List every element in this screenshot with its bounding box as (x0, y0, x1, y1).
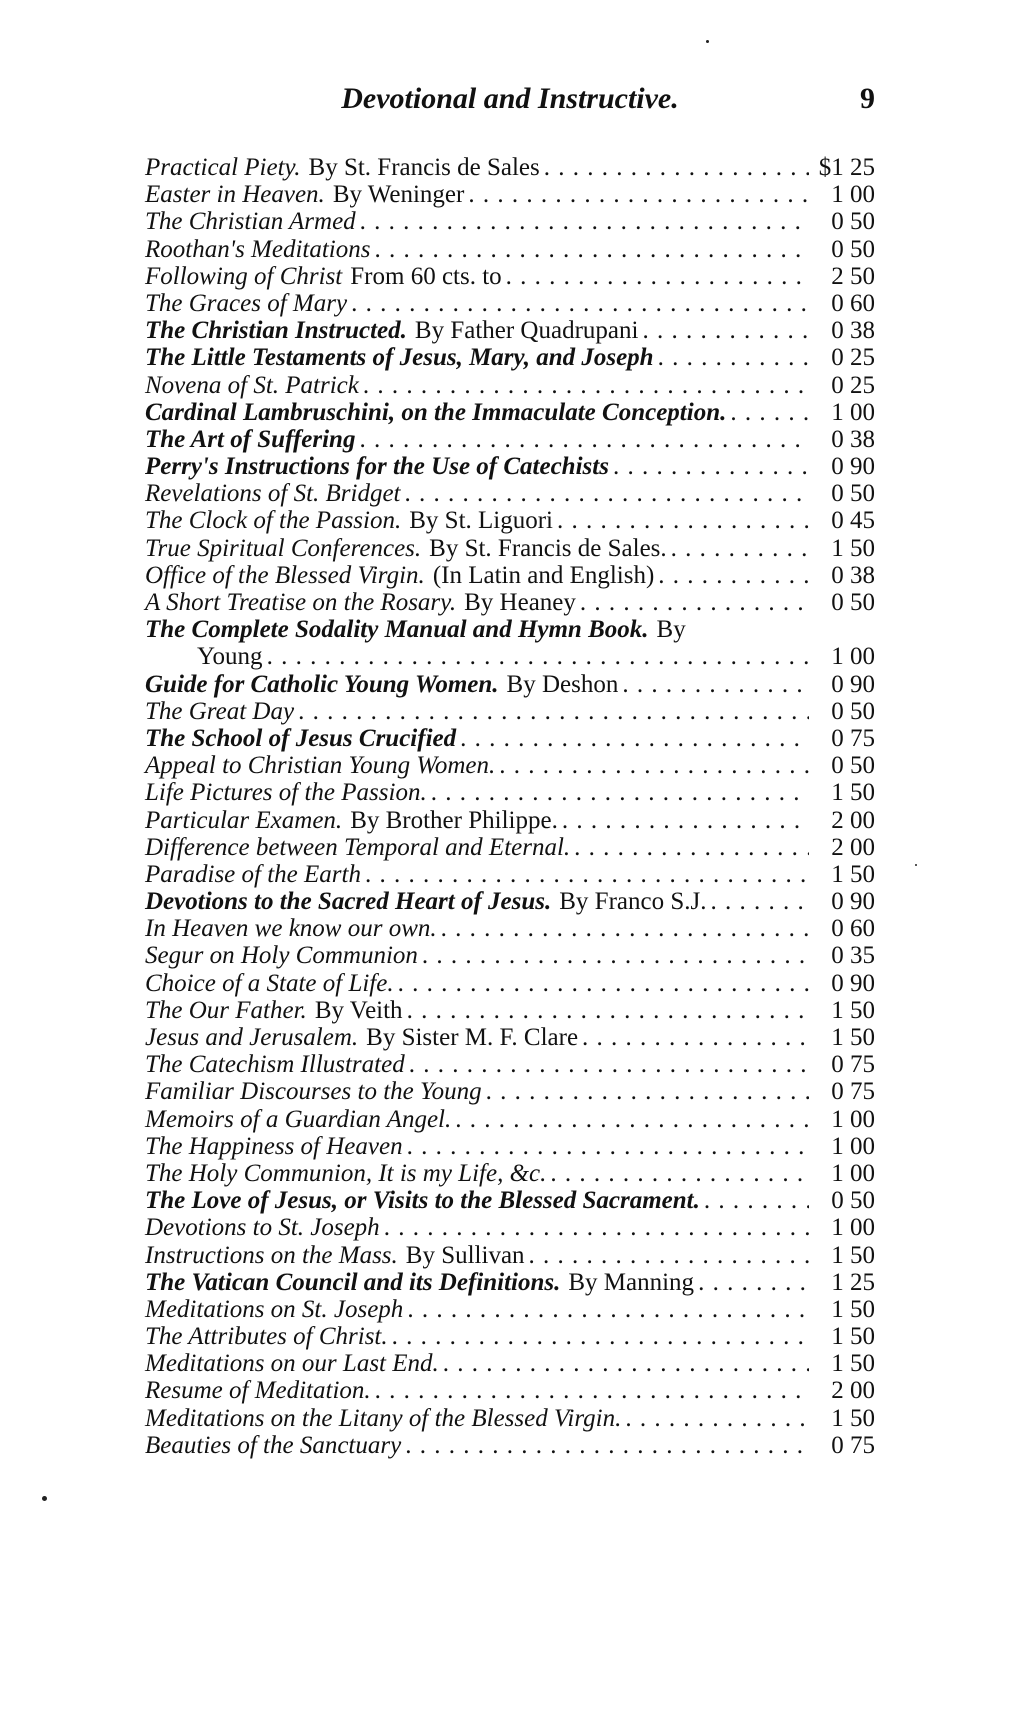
catalog-entry (145, 1024, 875, 1051)
entry-title: The Love of Jesus, or Visits to the Blessed Sacrament. (145, 1187, 700, 1215)
dot-leader (460, 725, 809, 752)
dot-leader (407, 997, 809, 1024)
entry-price: 2 00 (831, 806, 875, 834)
entry-author: From 60 cts. to (350, 262, 502, 290)
dot-leader (506, 263, 809, 290)
dot-leader (407, 1133, 809, 1160)
entry-price: 1 50 (831, 1295, 875, 1323)
entry-author: By Brother Philippe. (350, 806, 558, 834)
catalog-entry (145, 834, 875, 861)
dot-leader (298, 698, 809, 725)
catalog-entry (145, 861, 875, 888)
entry-title: Jesus and Jerusalem. (145, 1024, 359, 1052)
catalog-entry (145, 1377, 875, 1404)
print-speck (915, 864, 917, 866)
entry-price: 0 90 (831, 888, 875, 916)
dot-leader (613, 453, 809, 480)
entry-price: 1 25 (831, 1268, 875, 1296)
dot-leader (562, 807, 809, 834)
dot-leader (405, 480, 809, 507)
entry-author: By Franco S.J. (559, 888, 707, 916)
entry-title: The Great Day (145, 697, 295, 725)
entry-author: By St. Francis de Sales (308, 154, 540, 181)
catalog-entry (145, 725, 875, 752)
entry-title: Resume of Meditation. (145, 1377, 371, 1405)
dot-leader (267, 643, 809, 670)
catalog-entry (145, 236, 875, 263)
entry-price: 0 50 (831, 752, 875, 780)
entry-title: The Vatican Council and its Definitions. (145, 1268, 561, 1296)
catalog-entry (145, 1078, 875, 1105)
dot-leader (730, 399, 809, 426)
entry-author: (In Latin and English) (432, 561, 655, 589)
page-header (145, 82, 875, 132)
entry-title: Revelations of St. Bridget (145, 480, 401, 508)
entry-price: 0 50 (831, 480, 875, 508)
entry-price: 0 75 (831, 724, 875, 752)
entry-title: The Graces of Mary (145, 289, 348, 317)
entry-price: 0 25 (831, 344, 875, 372)
catalog-entry (145, 698, 875, 725)
catalog-entry (145, 1051, 875, 1078)
dot-leader (671, 535, 809, 562)
dot-leader (580, 589, 809, 616)
entry-author: By Deshon (506, 670, 619, 698)
dot-leader (455, 1106, 809, 1133)
catalog-entry (145, 779, 875, 806)
dot-leader (710, 888, 809, 915)
catalog-entry (145, 671, 875, 698)
entry-title: Paradise of the Earth (145, 860, 361, 888)
entry-price: 1 00 (831, 1159, 875, 1187)
entry-price: $1 25 (818, 154, 875, 181)
dot-leader (441, 915, 809, 942)
entry-title: True Spiritual Conferences. (145, 534, 422, 562)
entry-title: Meditations on the Litany of the Blessed Virgin. (145, 1404, 622, 1432)
entry-price: 0 50 (831, 589, 875, 616)
entry-title: Life Pictures of the Passion. (145, 779, 427, 807)
entry-price: 0 35 (831, 942, 875, 970)
catalog-entry (145, 317, 875, 344)
entry-price: 0 90 (831, 969, 875, 997)
catalog-entry (145, 344, 875, 371)
entry-price: 1 50 (831, 779, 875, 807)
dot-leader (363, 372, 809, 399)
entry-title: A Short Treatise on the Rosary. (145, 589, 457, 616)
entry-price: 1 50 (831, 1350, 875, 1378)
entry-price: 0 50 (831, 1187, 875, 1215)
entry-price: 1 50 (831, 1404, 875, 1432)
entry-title: The Catechism Illustrated (145, 1051, 405, 1079)
entry-price: 0 90 (831, 670, 875, 698)
entry-title: Devotions to St. Joseph (145, 1214, 380, 1242)
entry-author: By St. Francis de Sales. (429, 534, 667, 562)
catalog-entry (145, 480, 875, 507)
entry-price: 0 50 (831, 235, 875, 263)
entry-title: Cardinal Lambruschini, on the Immaculate Conception. (145, 398, 727, 426)
catalog-entry (145, 1296, 875, 1323)
entry-price: 1 50 (831, 534, 875, 562)
catalog-entry (145, 1405, 875, 1432)
entry-title: The Our Father. (145, 996, 307, 1024)
entry-price: 1 00 (831, 1214, 875, 1242)
dot-leader (468, 181, 809, 208)
entry-title: Choice of a State of Life. (145, 969, 394, 997)
catalog-entry (145, 154, 875, 181)
entry-price: 0 38 (831, 561, 875, 589)
dot-leader (360, 208, 809, 235)
entry-title: The Attributes of Christ. (145, 1323, 388, 1351)
dot-leader (550, 1160, 809, 1187)
dot-leader (698, 1269, 809, 1296)
catalog-entry (145, 752, 875, 779)
catalog-entry (145, 263, 875, 290)
entry-title: The Little Testaments of Jesus, Mary, and Joseph (145, 344, 654, 372)
dot-leader (529, 1242, 809, 1269)
entry-price: 0 75 (831, 1078, 875, 1106)
catalog-entry (145, 562, 875, 589)
catalog-entry (145, 181, 875, 208)
entry-title: The Holy Communion, It is my Life, &c. (145, 1159, 547, 1187)
entry-title: The Christian Instructed. (145, 317, 407, 345)
entry-price: 1 00 (831, 181, 875, 209)
entry-title: The Happiness of Heaven (145, 1132, 403, 1160)
entry-title: The Clock of the Passion. (145, 507, 402, 535)
entry-price: 1 50 (831, 1241, 875, 1269)
dot-leader (443, 1350, 809, 1377)
catalog-entry (145, 1160, 875, 1187)
dot-leader (499, 752, 809, 779)
entry-price: 2 00 (831, 833, 875, 861)
entry-title: Perry's Instructions for the Use of Catechists (145, 453, 609, 481)
entry-author: By Sullivan (405, 1241, 525, 1269)
entry-price: 1 50 (831, 1323, 875, 1351)
entry-title: Beauties of the Sanctuary (145, 1431, 402, 1459)
dot-leader (625, 1405, 809, 1432)
catalog-entry (145, 372, 875, 399)
page-number: 9 (860, 82, 875, 115)
entry-author: By Veith (314, 996, 403, 1024)
entry-author: By Father Quadrupani (414, 317, 639, 345)
entry-price: 1 00 (831, 398, 875, 426)
catalog-entry (145, 426, 875, 453)
dot-leader (384, 1214, 809, 1241)
dot-leader (365, 861, 809, 888)
entry-title: Familiar Discourses to the Young (145, 1078, 482, 1106)
dot-leader (405, 1432, 809, 1459)
entry-price: 1 50 (831, 996, 875, 1024)
entry-price: 0 50 (831, 208, 875, 236)
entry-title: Guide for Catholic Young Women. (145, 670, 499, 698)
catalog-entry (145, 1214, 875, 1241)
entry-price: 1 00 (831, 1132, 875, 1160)
entry-title: Meditations on our Last End. (145, 1350, 439, 1378)
dot-leader (658, 344, 809, 371)
entry-price: 1 00 (831, 1105, 875, 1133)
print-speck (706, 40, 709, 43)
page-title: Devotional and Instructive. (341, 82, 679, 115)
entry-author: By Manning (568, 1268, 695, 1296)
dot-leader (658, 562, 809, 589)
entry-title: Difference between Temporal and Eternal. (145, 833, 571, 861)
catalog-entry (145, 535, 875, 562)
print-speck (42, 1496, 47, 1501)
entry-title: Particular Examen. (145, 806, 343, 834)
entry-title: Following of Christ (145, 262, 343, 290)
entry-price: 0 75 (831, 1431, 875, 1459)
entry-title: Easter in Heaven. (145, 181, 325, 209)
dot-leader (359, 426, 809, 453)
entry-title: The Christian Armed (145, 208, 356, 236)
entry-author-continued: Young (197, 643, 263, 671)
entry-author: By St. Liguori (409, 507, 553, 535)
entry-title: The Art of Suffering (145, 425, 356, 453)
catalog-entry (145, 453, 875, 480)
catalog-entry (145, 1242, 875, 1269)
dot-leader (374, 236, 809, 263)
catalog-entry (145, 1269, 875, 1296)
entry-title: Segur on Holy Communion (145, 942, 418, 970)
dot-leader (392, 1323, 809, 1350)
entry-title: Practical Piety. (145, 154, 301, 181)
dot-leader (375, 1377, 809, 1404)
entry-price: 0 90 (831, 453, 875, 481)
catalog-entry (145, 1106, 875, 1133)
catalog-entry (145, 942, 875, 969)
entry-title: Roothan's Meditations (145, 235, 371, 263)
entry-author: By Heaney (464, 589, 576, 616)
catalog-entry (145, 970, 875, 997)
catalog-entry (145, 208, 875, 235)
entry-title: The Complete Sodality Manual and Hymn Book. (145, 616, 649, 644)
catalog-entry (145, 616, 875, 670)
entry-title: Novena of St. Patrick (145, 371, 359, 399)
entry-author: By Sister M. F. Clare (366, 1024, 579, 1052)
catalog-entry (145, 1350, 875, 1377)
dot-leader (398, 970, 809, 997)
entry-price: 1 50 (831, 1024, 875, 1052)
entry-price: 0 25 (831, 371, 875, 399)
catalog-entry (145, 915, 875, 942)
dot-leader (407, 1296, 809, 1323)
entry-price: 2 50 (831, 262, 875, 290)
dot-leader (582, 1024, 809, 1051)
entry-author: By (656, 616, 686, 644)
entry-price: 1 00 (831, 643, 875, 671)
entry-title: Devotions to the Sacred Heart of Jesus. (145, 888, 552, 916)
dot-leader (422, 942, 809, 969)
catalog-entry (145, 1323, 875, 1350)
entry-title: Meditations on St. Joseph (145, 1295, 404, 1323)
dot-leader (574, 834, 809, 861)
entry-title: Office of the Blessed Virgin. (145, 561, 425, 589)
dot-leader (642, 317, 809, 344)
catalog-entry (145, 807, 875, 834)
catalog-entry (145, 997, 875, 1024)
book-price-list (145, 154, 875, 1459)
entry-price: 1 50 (831, 860, 875, 888)
entry-price: 0 45 (831, 507, 875, 535)
catalog-entry (145, 1432, 875, 1459)
dot-leader (486, 1078, 809, 1105)
dot-leader (544, 154, 809, 181)
entry-price: 0 75 (831, 1051, 875, 1079)
catalog-entry (145, 507, 875, 534)
catalog-entry (145, 888, 875, 915)
dot-leader (622, 671, 809, 698)
entry-title: In Heaven we know our own. (145, 915, 437, 943)
catalog-entry (145, 1133, 875, 1160)
dot-leader (431, 779, 809, 806)
dot-leader (409, 1051, 809, 1078)
entry-title: Instructions on the Mass. (145, 1241, 398, 1269)
entry-title: Memoirs of a Guardian Angel. (145, 1105, 452, 1133)
entry-price: 2 00 (831, 1377, 875, 1405)
catalog-entry (145, 290, 875, 317)
catalog-entry (145, 399, 875, 426)
entry-price: 0 60 (831, 915, 875, 943)
catalog-entry (145, 589, 875, 616)
catalog-entry (145, 1187, 875, 1214)
entry-title: The School of Jesus Crucified (145, 724, 457, 752)
dot-leader (351, 290, 809, 317)
dot-leader (557, 507, 809, 534)
entry-price: 0 60 (831, 289, 875, 317)
entry-price: 0 38 (831, 317, 875, 345)
entry-price: 0 38 (831, 425, 875, 453)
dot-leader (704, 1187, 809, 1214)
entry-price: 0 50 (831, 697, 875, 725)
entry-title: Appeal to Christian Young Women. (145, 752, 496, 780)
entry-author: By Weninger (332, 181, 465, 209)
